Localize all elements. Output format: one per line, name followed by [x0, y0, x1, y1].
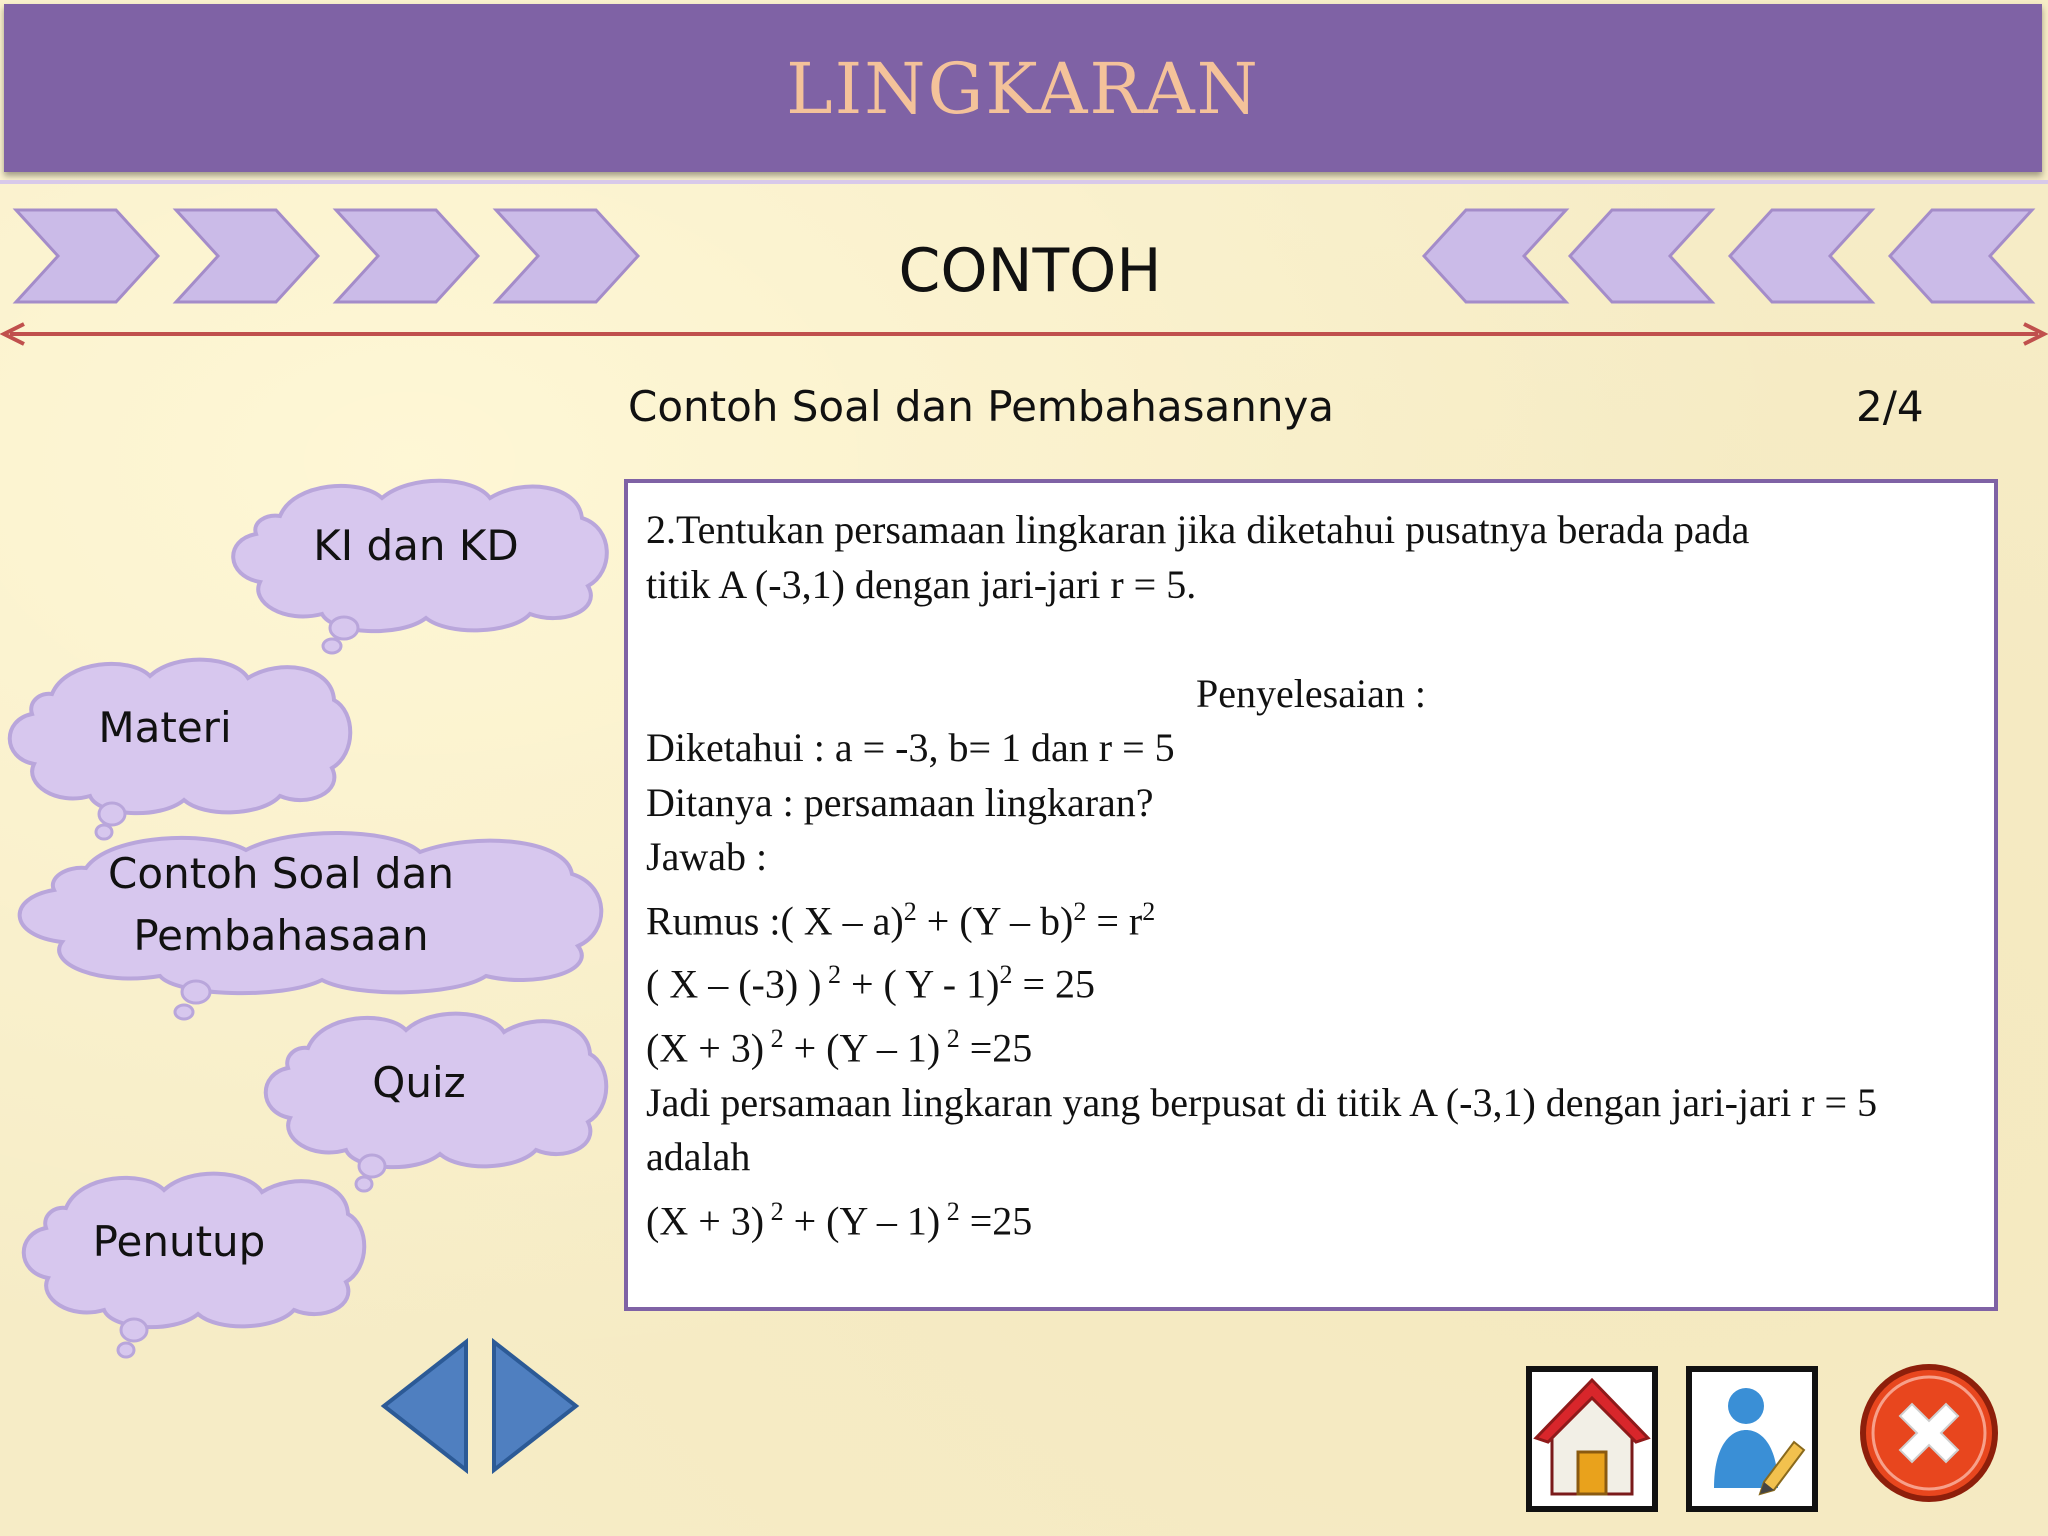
- arrow-right-icon[interactable]: [490, 1338, 580, 1474]
- formula-line: Rumus :( $X - a)^2 + (Y - b)^2 = r^2$: [646, 896, 1156, 943]
- given-text: Diketahui : a = -3, b= 1 dan r = 5: [646, 725, 1175, 770]
- header-separator: [0, 180, 2048, 184]
- solution-heading: Penyelesaian :: [1196, 670, 1426, 716]
- chevron-right-icon: [332, 206, 482, 306]
- app-title: LINGKARAN: [786, 48, 1260, 130]
- step-line: ( X – (-3) ) $^2$ + ( Y - 1)$^2$ = 25: [646, 960, 1095, 1007]
- chevron-left-icon: [1886, 206, 2036, 306]
- chevron-right-icon: [172, 206, 322, 306]
- question-text: 2.Tentukan persamaan lingkaran jika diketahui pusatnya berada pada: [646, 507, 1750, 552]
- menu-item-label: Materi: [98, 703, 232, 752]
- header-bar: [4, 4, 2042, 172]
- divider-arrow: [0, 322, 2048, 346]
- home-icon[interactable]: [1526, 1366, 1658, 1512]
- menu-item-label: KI dan KD: [313, 521, 519, 570]
- chevron-right-icon: [12, 206, 162, 306]
- menu-item-label: Penutup: [92, 1217, 266, 1266]
- menu-item-label: Quiz: [372, 1058, 466, 1107]
- example-content-box: [624, 479, 1998, 1311]
- answer-label: Jawab :: [646, 834, 768, 879]
- section-title: CONTOH: [898, 236, 1162, 306]
- menu-penutup[interactable]: [14, 1168, 368, 1316]
- chevron-left-icon: [1726, 206, 1876, 306]
- conclusion-text: Jadi persamaan lingkaran yang berpusat di titik A (-3,1) dengan jari-jari r = 5 adalah: [646, 1079, 1878, 1180]
- menu-quiz[interactable]: [254, 1008, 610, 1158]
- asked-text: Ditanya : persamaan lingkaran?: [646, 779, 1154, 825]
- menu-ki-dan-kd[interactable]: [222, 478, 610, 614]
- step-line: (X + 3) $^2$ + (Y – 1) $^2$ =25: [646, 1024, 1033, 1071]
- menu-item-label: Contoh Soal dan Pembahasaan: [108, 849, 454, 960]
- chevron-left-icon: [1420, 206, 1570, 306]
- chevron-right-icon: [492, 206, 642, 306]
- chevron-left-icon: [1566, 206, 1716, 306]
- close-icon[interactable]: [1858, 1362, 2000, 1504]
- arrow-left-icon[interactable]: [380, 1338, 470, 1474]
- page-counter: 2/4: [1856, 382, 1924, 431]
- menu-contoh-soal[interactable]: [0, 830, 608, 980]
- result-line: (X + 3) $^2$ + (Y – 1) $^2$ =25: [646, 1196, 1033, 1244]
- page-subtitle: Contoh Soal dan Pembahasannya: [628, 382, 1335, 431]
- user-edit-icon[interactable]: [1686, 1366, 1818, 1512]
- question-text: titik A (-3,1) dengan jari-jari r = 5.: [646, 561, 1197, 607]
- menu-materi[interactable]: [0, 654, 352, 802]
